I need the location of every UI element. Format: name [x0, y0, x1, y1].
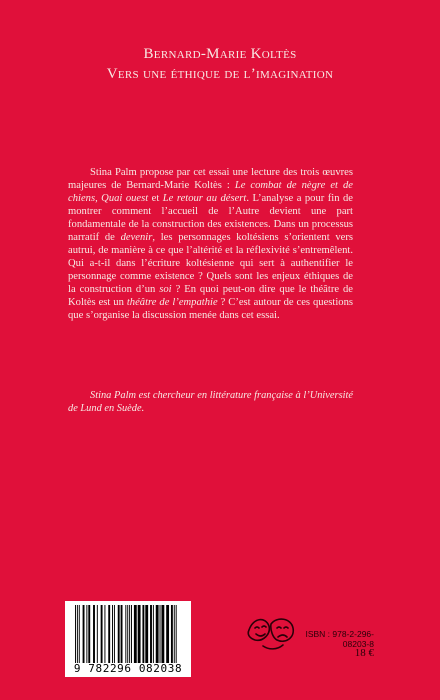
back-cover-summary: [68, 166, 353, 322]
summary-text-run: . L’analyse a pour fin de montrer comment l’accueil de l’Autre devient une part fondamentale de la construction des existences. Dans un processus narratif de: [68, 193, 353, 243]
title-line-2-rest: ers une éthique de l’imagination: [117, 66, 334, 82]
barcode-bar: [166, 605, 169, 663]
title-line-2-capital: V: [106, 66, 118, 82]
book-title: [0, 44, 440, 84]
barcode-bar: [79, 605, 80, 663]
barcode-bar: [93, 605, 95, 663]
author-note: Stina Palm est chercheur en littérature française à l’Université de Lund en Suède.: [68, 390, 353, 414]
barcode-bar: [176, 605, 177, 663]
barcode-bar: [86, 605, 87, 663]
title-line-2: [0, 64, 440, 84]
barcode-bar: [129, 605, 130, 663]
barcode-bar: [104, 605, 105, 663]
barcode-bar: [145, 605, 148, 663]
barcode-bar: [161, 605, 164, 663]
summary-italic-run: Le combat de nègre et de chiens, Quai ouest: [68, 180, 353, 204]
barcode-bar: [108, 605, 110, 663]
summary-paragraph: [68, 166, 353, 322]
barcode-bar: [127, 605, 128, 663]
barcode-bar: [142, 605, 144, 663]
price: 18 €: [354, 647, 374, 659]
barcode-bar: [125, 605, 126, 663]
barcode-bars: [65, 601, 191, 665]
barcode-bar: [112, 605, 113, 663]
barcode-bar: [101, 605, 103, 663]
publisher-logo: [243, 612, 299, 654]
summary-text-run: ? En quoi peut-on dire que le théâtre de Koltès est un: [68, 284, 353, 308]
summary-text-run: ? C’est autour de ces questions que s’organise la discussion menée dans cet essai.: [68, 297, 354, 321]
barcode-bar: [153, 605, 154, 663]
barcode: [65, 601, 191, 677]
barcode-bar: [156, 605, 159, 663]
summary-text-run: et: [148, 193, 163, 204]
title-line-1-capital: B: [143, 46, 154, 62]
summary-text-run: , les personnages koltésiens s’orientent vers autrui, de manière à ce que l’altérité et la réflexivité s’entremêlent. Qui a-t-il dans l’écriture koltésienne qui sert à authentifier le personnage comme existence ? Quels sont les enjeux éthiques de la construction d’un: [68, 232, 353, 295]
barcode-bar: [174, 605, 175, 663]
barcode-bar: [77, 605, 78, 663]
barcode-bar: [97, 605, 98, 663]
barcode-bar: [83, 605, 85, 663]
barcode-bar: [88, 605, 90, 663]
summary-text-run: Stina Palm propose par cet essai une lecture des trois œuvres majeures de Bernard-Marie Koltès :: [68, 167, 353, 191]
summary-italic-run: devenir: [120, 232, 153, 243]
isbn: ISBN : 978-2-296-08203-8: [305, 629, 374, 649]
title-line-1: [0, 44, 440, 64]
summary-italic-run: théâtre de l’empathie: [126, 297, 218, 308]
barcode-bar: [171, 605, 173, 663]
title-line-1-rest: ernard-Marie Koltès: [153, 46, 297, 62]
barcode-bar: [150, 605, 152, 663]
summary-italic-run: soi: [159, 284, 172, 295]
barcode-digits: 9 782296 082038: [73, 662, 183, 675]
barcode-bar: [121, 605, 123, 663]
barcode-bar: [118, 605, 120, 663]
barcode-bar: [138, 605, 141, 663]
summary-italic-run: Le retour au désert: [162, 193, 247, 204]
barcode-bar: [134, 605, 137, 663]
barcode-bar: [131, 605, 132, 663]
barcode-bar: [160, 605, 161, 663]
barcode-bar: [114, 605, 115, 663]
barcode-bar: [75, 605, 76, 663]
